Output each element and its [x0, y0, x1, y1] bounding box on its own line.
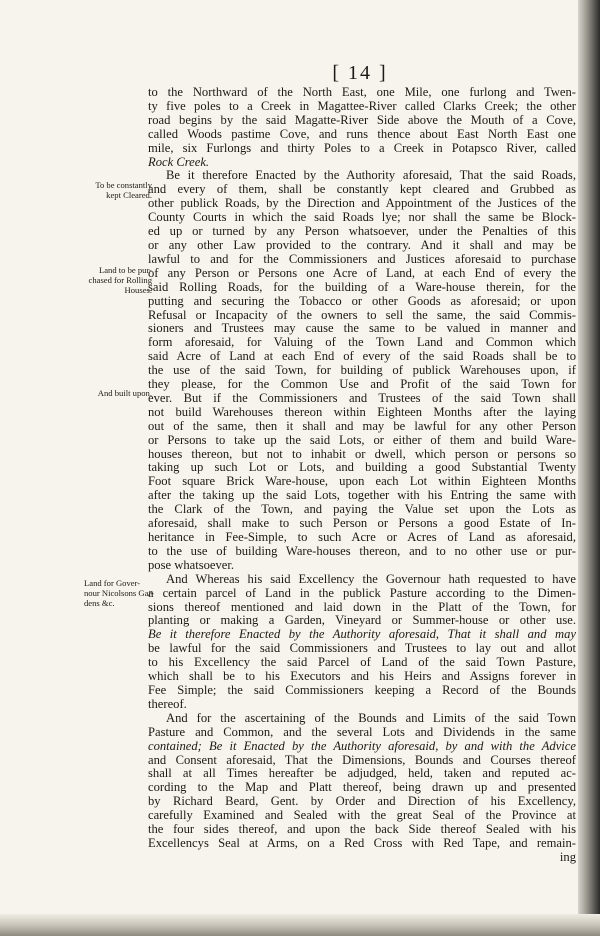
- text-line: pose whatsoever.: [148, 557, 235, 572]
- text-line: not build Warehouses thereon within Eighteen Months after the laying: [148, 404, 576, 419]
- text-line: called Woods pastime Cove, and runs thence about East North East one: [148, 126, 576, 141]
- text-line: after the taking up the said Lots, together with his Entring the same with: [148, 488, 576, 503]
- catchword: ing: [559, 849, 576, 864]
- text-line: be lawful for the said Commissioners and Trustees to lay out and allot: [148, 641, 576, 656]
- text-line: cording to the Map and Platt thereof, being drawn up and presented: [148, 780, 576, 795]
- text-line: which shall be to his Executors and his Heirs and Assigns forever in: [148, 669, 576, 684]
- margin-note-land-purchase: Land to be pur- chased for Rolling Houses.: [88, 265, 152, 295]
- text-line: thereof.: [148, 696, 187, 711]
- margin-note-built-upon: And built upon.: [97, 388, 152, 398]
- text-line: sioners and Trustees may cause the same to be valued in manner and: [148, 321, 576, 336]
- page-number: [ 14 ]: [332, 62, 388, 84]
- text-line: the Clark of the Town, and paying the Value set upon the Lots as: [148, 502, 576, 517]
- text-line: by Richard Beard, Gent. by Order and Direction of his Excellency,: [148, 794, 576, 809]
- text-line: the four sides thereof, and upon the back Side thereof Sealed with his: [148, 822, 576, 837]
- text-line: Refusal or Incapacity of the owners to sell the same, the said Commis-: [148, 307, 576, 322]
- text-line: aforesaid, shall make to such Person or Persons a good Estate of In-: [148, 516, 576, 531]
- text-line: the use of the said Town, for building of publick Warehouses upon, if: [148, 363, 576, 378]
- text-line: to the Northward of the North East, one Mile, one furlong and Twen-: [148, 85, 576, 99]
- text-line: out of the same, then it shall and may be lawful for any other Person: [148, 418, 576, 433]
- text-line: Be it therefore Enacted by the Authority aforesaid, That it shall and may: [148, 627, 576, 642]
- text-line: carefully Examined and Sealed with the great Seal of the Province at: [148, 808, 576, 823]
- margin-note-roads: To be constantly kept Cleared.: [95, 180, 152, 200]
- text-line: shall at all Times hereafter be adjudged, held, taken and reputed ac-: [148, 766, 576, 781]
- text-line: heritance in Fee-Simple, to such Acre or Acres of Land as aforesaid,: [148, 530, 576, 544]
- text-line: And for the ascertaining of the Bounds and Limits of the said Town: [166, 710, 576, 725]
- text-line: form aforesaid, for Valuing of the Town Land and Common which: [148, 335, 576, 350]
- text-line: ed up or turned by any Person whatsoever, under the Penalties of this: [148, 224, 576, 239]
- text-line: And Whereas his said Excellency the Governour hath requested to have: [166, 571, 576, 586]
- page-bottom-edge: [0, 914, 600, 936]
- text-line: to his Excellency the said Parcel of Land of the said Town Pasture,: [148, 655, 576, 670]
- text-line: road begins by the said Magatte-River Side above the Mouth of a Cove,: [148, 112, 576, 127]
- text-line: Excellencys Seal at Arms, on a Red Cross with Red Tape, and remain-: [148, 835, 576, 850]
- text-line: County Courts in which the said Roads lye; nor shall the same be Block-: [148, 210, 576, 225]
- body-text: [148, 86, 576, 865]
- text-line: Foot square Brick Ware-house, upon each Lot within Eighteen Months: [148, 474, 576, 489]
- text-line: houses thereon, but not to inhabit or dwell, which person or persons so: [148, 446, 576, 461]
- text-line: said Rolling Roads, for the building of a Ware-house therein, for the: [148, 279, 576, 294]
- text-line: ty five poles to a Creek in Magattee-River called Clarks Creek; the other: [148, 98, 576, 113]
- text-line: or Persons to take up the said Lots, or either of them and build Ware-: [148, 432, 576, 447]
- text-line: lawful to and for the Commissioners and Justices aforesaid to purchase: [148, 251, 576, 266]
- text-line: or any other Law provided to the contrary. And it shall and may be: [148, 237, 576, 252]
- text-line: Be it therefore Enacted by the Authority aforesaid, That the said Roads,: [166, 168, 576, 183]
- text-line: of any Person or Persons one Acre of Land, at each End of every the: [148, 265, 576, 280]
- text-line: taking up such Lot or Lots, and building a good Substantial Twenty: [148, 460, 576, 475]
- margin-note-governour-gardens: Land for Gover- nour Nicolsons Gar- dens &c.: [84, 578, 154, 608]
- text-line: Pasture and Common, and the several Lots and Dividends in the same: [148, 724, 576, 739]
- text-line: mile, six Furlongs and thirty Poles to a Creek in Potapsco River, called: [148, 140, 576, 155]
- page-edge-shadow: [578, 0, 600, 936]
- text-line: and every of them, shall be constantly kept cleared and Grubbed as: [148, 182, 576, 197]
- text-line: other publick Roads, by the Direction and Appointment of the Justices of the: [148, 196, 576, 211]
- text-line: contained; Be it Enacted by the Authority aforesaid, by and with the Advice: [148, 738, 576, 753]
- text-line: Rock Creek.: [148, 154, 210, 169]
- text-line: ever. But if the Commissioners and Trustees of the said Town shall: [148, 390, 576, 405]
- text-line: to the use of building Ware-houses thereon, and to no other use or pur-: [148, 543, 576, 558]
- text-line: a certain parcel of Land in the publick Pasture according to the Dimen-: [148, 585, 576, 600]
- text-line: sions thereof mentioned and laid down in the Platt of the Town, for: [148, 599, 576, 614]
- text-line: Fee Simple; the said Commissioners keeping a Record of the Bounds: [148, 682, 576, 697]
- text-line: planting or making a Garden, Vineyard or Summer-house or other use.: [148, 613, 576, 628]
- text-line: said Acre of Land at each End of every of the said Roads shall be to: [148, 349, 576, 364]
- text-line: putting and securing the Tobacco or other Goods as aforesaid; or upon: [148, 293, 576, 308]
- text-line: they please, for the Common Use and Profit of the said Town for: [148, 377, 576, 392]
- text-line: and Consent aforesaid, That the Dimensions, Bounds and Courses thereof: [148, 752, 576, 767]
